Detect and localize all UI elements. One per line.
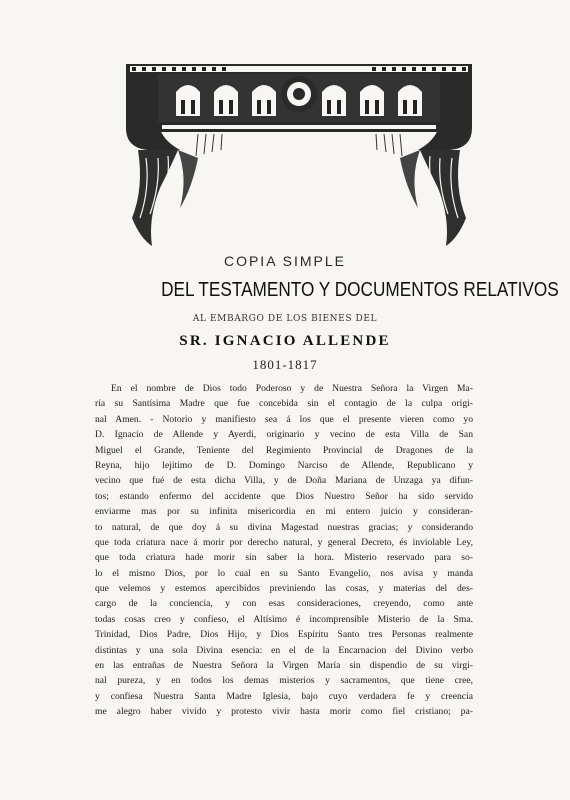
body-line: cargo de la conciencia, y con esas consideraciones, creyendo, como ante [95,598,473,610]
body-line: D. Ignacio de Allende y Ayerdi, originario y vecino de esta Villa de San [95,429,473,441]
body-line: vecino que fué de esta dicha Villa, y de Doña Mariana de Unzaga ya difun- [95,475,473,487]
body-line: y confiesa Nuestra Santa Madre Iglesia, bajo cuyo verdadera fe y creencia [95,690,473,702]
body-line: nal pureza, y en todos los demas misterios y sacramentos, que tiene cree, [95,675,473,687]
body-line: Miguel el Grande, Teniente del Regimiento Provincial de Dragones de la [95,444,473,456]
body-line: todas cosas creo y confieso, el Altísimo é incomprensible Misterio de la Sma. [95,613,473,625]
body-line: enviarme mas por su infinita misericordia en mi entero juicio y consideran- [95,506,473,518]
body-line: nal Amen. - Notorio y manifiesto sea á los que el presente vieren como yo [95,413,473,425]
body-line: tos; estando enfermo del accidente que Dios Nuestro Señor ha sido servido [95,490,473,502]
body-line: to natural, de que doy á su divina Magestad nuestras gracias; y considerando [95,521,473,533]
heading-years: 1801-1817 [252,357,318,372]
heading-testamento: DEL TESTAMENTO Y DOCUMENTOS RELATIVOS [161,279,559,301]
body-line: me alegro haber vivido y protesto vivir hasta morir como fiel cristiano; pa- [95,706,473,718]
body-paragraph [95,381,473,720]
body-line: que toda criatura hade morir sin saber la hora. Misterio reservado para so- [95,552,473,564]
body-line: En el nombre de Dios todo Poderoso y de Nuestra Señora la Virgen Ma- [111,383,473,394]
body-line: distintas y una sola Divina esencia: en el de la Encarnacion del Divino verbo [95,644,473,656]
body-line: en las entrañas de Nuestra Señora la Virgen María sin dispendio de su virgi- [95,660,473,672]
body-line: lo el mismo Dios, por lo cual en su Santo Evangelio, nos avisa y manda [95,567,473,579]
heading-embargo: AL EMBARGO DE LOS BIENES DEL [192,314,378,324]
body-line: que toda criatura nace á morir por derecho natural, y general Decreto, és inviolable Ley, [95,536,473,548]
heading-copia-simple: COPIA SIMPLE [223,253,347,269]
body-line: Trinidad, Dios Padre, Dios Hijo, y Dios Espíritu Santo tres Personas realmente [95,629,473,641]
body-line: Reyna, hijo lejítimo de D. Domingo Narciso de Allende, Republicano y [95,459,473,471]
ornamental-headpiece-icon [118,58,480,250]
body-line: que velemos y estemos apercibidos previniendo las cosas, y materias del des- [95,583,473,595]
body-line: ría su Santísima Madre que fue concebida sin el contagio de la culpa origi- [95,398,473,410]
heading-name: SR. IGNACIO ALLENDE [179,333,391,349]
